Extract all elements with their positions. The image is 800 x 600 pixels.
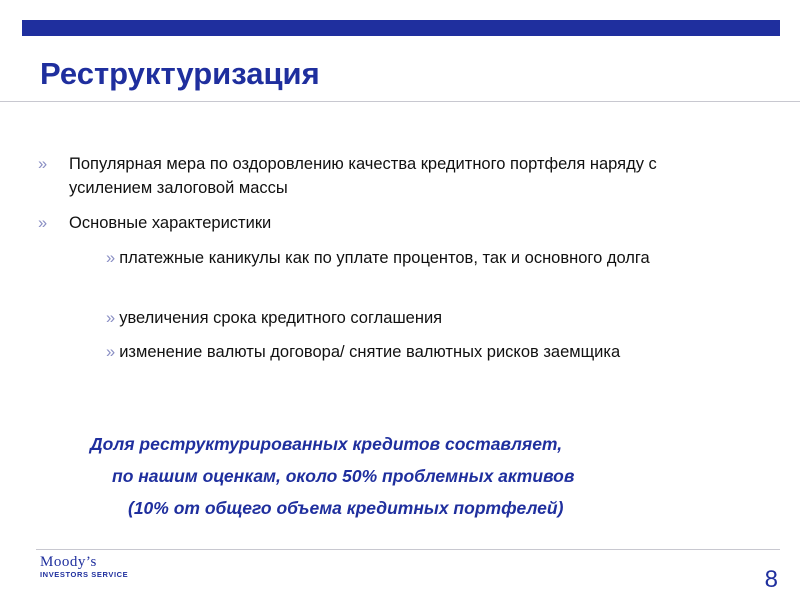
sub-bullet-text: увеличения срока кредитного соглашения [119,309,443,327]
top-accent-bar [22,20,780,36]
sub-bullet-item [106,306,726,330]
callout-line: (10% от общего объема кредитных портфелей) [128,498,564,518]
sub-bullet-item [106,246,726,270]
bullet-text: Популярная мера по оздоровлению качества кредитного портфеля наряду с усилением залоговой массы [69,155,657,197]
logo-wordmark: Moody’s [40,554,97,570]
bullet-marker: » [38,155,48,173]
callout-line: по нашим оценкам, около 50% проблемных активов [112,466,575,486]
sub-bullet-text: платежные каникулы как по уплате процентов, так и основного долга [119,249,650,267]
footer-divider [36,549,780,550]
callout-line: Доля реструктурированных кредитов составляет, [90,434,563,454]
bullet-text: Основные характеристики [69,214,272,232]
title-divider [0,101,800,102]
moodys-logo [40,554,128,580]
sub-bullet-item [106,340,766,364]
bullet-marker: » [38,214,48,232]
sub-bullet-marker: » [106,343,116,361]
sub-bullet-marker: » [106,309,116,327]
sub-bullet-text: изменение валюты договора/ снятие валютных рисков заемщика [119,343,621,361]
sub-bullet-marker: » [106,249,116,267]
logo-tagline: INVESTORS SERVICE [40,570,129,579]
slide-title: Реструктуризация [40,56,320,91]
page-number: 8 [764,566,778,593]
